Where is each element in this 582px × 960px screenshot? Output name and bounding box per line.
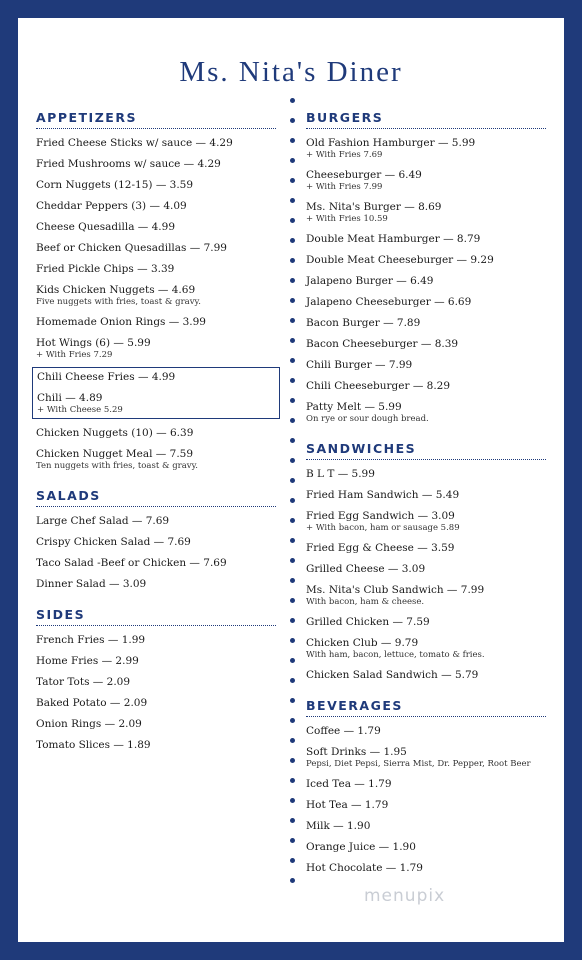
divider-dot <box>290 638 295 643</box>
menu-item-name: B L T — 5.99 <box>306 468 375 480</box>
menu-item <box>36 739 276 752</box>
menu-item <box>36 557 276 570</box>
divider-dot <box>290 558 295 563</box>
menu-page <box>16 16 566 944</box>
menu-item <box>36 263 276 276</box>
divider-dot <box>290 398 295 403</box>
menu-item <box>36 718 276 731</box>
menu-item-name: Cheddar Peppers (3) — 4.09 <box>36 200 187 212</box>
divider-dot <box>290 538 295 543</box>
menu-item <box>36 655 276 668</box>
menu-item <box>36 137 276 150</box>
menu-item-note: Five nuggets with fries, toast & gravy. <box>36 297 201 307</box>
divider-dot <box>290 418 295 423</box>
menu-item <box>36 536 276 549</box>
menu-item-name: Crispy Chicken Salad — 7.69 <box>36 536 191 548</box>
watermark: menupix <box>364 886 446 906</box>
menu-item <box>306 862 546 875</box>
divider-dot <box>290 178 295 183</box>
menu-item-name: Cheeseburger — 6.49 <box>306 169 422 181</box>
divider-dot <box>290 718 295 723</box>
divider-dot <box>290 678 295 683</box>
menu-item-name: Baked Potato — 2.09 <box>36 697 148 709</box>
menu-item-name: Corn Nuggets (12-15) — 3.59 <box>36 179 194 191</box>
menu-item-name: Fried Cheese Sticks w/ sauce — 4.29 <box>36 137 233 149</box>
divider-dot <box>290 478 295 483</box>
menu-item-name: Chili Burger — 7.99 <box>306 359 413 371</box>
divider-dot <box>290 318 295 323</box>
divider-dot <box>290 778 295 783</box>
menu-item <box>306 669 546 682</box>
menu-item <box>36 284 276 308</box>
menu-item <box>306 563 546 576</box>
menu-item <box>36 316 276 329</box>
right-column <box>306 110 546 891</box>
divider-dot <box>290 498 295 503</box>
menu-item-name: Tator Tots — 2.09 <box>36 676 131 688</box>
menu-item-name: Dinner Salad — 3.09 <box>36 578 147 590</box>
divider-dot <box>290 618 295 623</box>
menu-item-note: + With Fries 7.69 <box>306 150 383 160</box>
menu-item-name: Old Fashion Hamburger — 5.99 <box>306 137 476 149</box>
menu-item-name: French Fries — 1.99 <box>36 634 146 646</box>
section-sandwiches <box>306 441 546 682</box>
page-title: Ms. Nita's Diner <box>179 56 403 88</box>
menu-item-name: Chicken Nugget Meal — 7.59 <box>36 448 194 460</box>
divider-dot <box>290 238 295 243</box>
menu-item-name: Orange Juice — 1.90 <box>306 841 416 853</box>
menu-item-name: Chicken Salad Sandwich — 5.79 <box>306 669 479 681</box>
section-burgers <box>306 110 546 425</box>
divider-dot <box>290 298 295 303</box>
menu-item-name: Chicken Club — 9.79 <box>306 637 419 649</box>
menu-item-name: Hot Wings (6) — 5.99 <box>36 337 151 349</box>
section-title: SALADS <box>36 488 276 507</box>
divider-dot <box>290 758 295 763</box>
section-title: BEVERAGES <box>306 698 546 717</box>
divider-dot <box>290 118 295 123</box>
menu-item-name: Soft Drinks — 1.95 <box>306 746 407 758</box>
menu-item-name: Hot Chocolate — 1.79 <box>306 862 423 874</box>
divider-dot <box>290 158 295 163</box>
menu-item-note: + With bacon, ham or sausage 5.89 <box>306 523 460 533</box>
menu-item-name: Bacon Burger — 7.89 <box>306 317 421 329</box>
menu-item-name: Home Fries — 2.99 <box>36 655 139 667</box>
menu-item <box>306 799 546 812</box>
menu-item <box>306 254 546 267</box>
menu-item-name: Hot Tea — 1.79 <box>306 799 389 811</box>
menu-item-name: Chili Cheeseburger — 8.29 <box>306 380 451 392</box>
menu-item-name: Grilled Cheese — 3.09 <box>306 563 426 575</box>
divider-dot <box>290 378 295 383</box>
menu-item <box>36 634 276 647</box>
menu-item <box>306 584 546 608</box>
menu-item <box>306 468 546 481</box>
divider-dot <box>290 138 295 143</box>
menu-item-note: With ham, bacon, lettuce, tomato & fries. <box>306 650 485 660</box>
menu-item-name: Patty Melt — 5.99 <box>306 401 402 413</box>
menu-item <box>37 392 275 416</box>
menu-item-name: Kids Chicken Nuggets — 4.69 <box>36 284 196 296</box>
section-beverages <box>306 698 546 875</box>
divider-dot <box>290 198 295 203</box>
menu-item <box>306 201 546 225</box>
menu-item <box>306 510 546 534</box>
menu-item-name: Double Meat Cheeseburger — 9.29 <box>306 254 494 266</box>
menu-item-name: Coffee — 1.79 <box>306 725 381 737</box>
menu-item <box>36 337 276 361</box>
divider-dot <box>290 258 295 263</box>
menu-item <box>36 242 276 255</box>
section-title: BURGERS <box>306 110 546 129</box>
menu-item-name: Taco Salad -Beef or Chicken — 7.69 <box>36 557 227 569</box>
menu-item <box>306 380 546 393</box>
menu-item <box>306 841 546 854</box>
menu-item <box>36 221 276 234</box>
divider-dot <box>290 218 295 223</box>
divider-dot <box>290 278 295 283</box>
divider-dot <box>290 98 295 103</box>
menu-item-note: Ten nuggets with fries, toast & gravy. <box>36 461 198 471</box>
menu-item-name: Tomato Slices — 1.89 <box>36 739 151 751</box>
menu-item-name: Grilled Chicken — 7.59 <box>306 616 430 628</box>
menu-item-name: Fried Egg Sandwich — 3.09 <box>306 510 455 522</box>
menu-item <box>306 137 546 161</box>
divider-dot <box>290 578 295 583</box>
menu-item <box>36 427 276 440</box>
menu-item-name: Fried Egg & Cheese — 3.59 <box>306 542 455 554</box>
left-column <box>36 110 276 768</box>
menu-item <box>306 317 546 330</box>
menu-item <box>306 169 546 193</box>
menu-item-name: Beef or Chicken Quesadillas — 7.99 <box>36 242 227 254</box>
menu-item <box>36 676 276 689</box>
menu-item <box>306 359 546 372</box>
menu-item <box>306 233 546 246</box>
menu-item-name: Chicken Nuggets (10) — 6.39 <box>36 427 194 439</box>
divider-dot <box>290 818 295 823</box>
menu-item <box>306 296 546 309</box>
divider-dot <box>290 858 295 863</box>
menu-item <box>306 725 546 738</box>
menu-item <box>306 401 546 425</box>
menu-item <box>306 778 546 791</box>
section-title: SIDES <box>36 607 276 626</box>
divider-dot <box>290 878 295 883</box>
menu-item <box>36 200 276 213</box>
divider-dot <box>290 698 295 703</box>
section-appetizers <box>36 110 276 472</box>
menu-item <box>36 158 276 171</box>
menu-item <box>306 746 546 770</box>
divider-dot <box>290 438 295 443</box>
menu-item <box>306 489 546 502</box>
menu-item-name: Large Chef Salad — 7.69 <box>36 515 170 527</box>
menu-item-name: Jalapeno Cheeseburger — 6.69 <box>306 296 472 308</box>
menu-item <box>306 820 546 833</box>
menu-item-note: + With Fries 7.29 <box>36 350 113 360</box>
divider-dot <box>290 338 295 343</box>
divider-dot <box>290 798 295 803</box>
menu-item-name: Cheese Quesadilla — 4.99 <box>36 221 176 233</box>
menu-item-name: Onion Rings — 2.09 <box>36 718 142 730</box>
menu-item-name: Milk — 1.90 <box>306 820 371 832</box>
section-salads <box>36 488 276 591</box>
menu-item-note: Pepsi, Diet Pepsi, Sierra Mist, Dr. Pepper, Root Beer <box>306 759 531 769</box>
menu-item <box>306 616 546 629</box>
menu-item <box>306 542 546 555</box>
menu-item <box>37 371 275 384</box>
divider-dot <box>290 518 295 523</box>
menu-item-note: + With Fries 10.59 <box>306 214 388 224</box>
menu-item <box>36 578 276 591</box>
menu-item-name: Bacon Cheeseburger — 8.39 <box>306 338 459 350</box>
menu-item-note: With bacon, ham & cheese. <box>306 597 425 607</box>
section-sides <box>36 607 276 752</box>
menu-item-name: Fried Mushrooms w/ sauce — 4.29 <box>36 158 221 170</box>
menu-item-name: Fried Ham Sandwich — 5.49 <box>306 489 460 501</box>
section-title: SANDWICHES <box>306 441 546 460</box>
menu-item-note: + With Fries 7.99 <box>306 182 383 192</box>
divider-dot <box>290 358 295 363</box>
menu-item <box>36 179 276 192</box>
menu-item-name: Chili — 4.89 <box>37 392 103 404</box>
menu-item-name: Ms. Nita's Club Sandwich — 7.99 <box>306 584 485 596</box>
menu-item-name: Jalapeno Burger — 6.49 <box>306 275 434 287</box>
menu-item <box>306 275 546 288</box>
divider-dot <box>290 598 295 603</box>
divider-dot <box>290 658 295 663</box>
divider-dot <box>290 738 295 743</box>
divider-dot <box>290 458 295 463</box>
section-title: APPETIZERS <box>36 110 276 129</box>
menu-item <box>36 515 276 528</box>
highlight-box <box>32 367 280 419</box>
menu-item <box>36 697 276 710</box>
menu-item <box>306 338 546 351</box>
menu-frame <box>6 6 576 954</box>
menu-item-note: On rye or sour dough bread. <box>306 414 429 424</box>
menu-item-note: + With Cheese 5.29 <box>37 405 123 415</box>
menu-item <box>306 637 546 661</box>
menu-item-name: Ms. Nita's Burger — 8.69 <box>306 201 442 213</box>
menu-item-name: Iced Tea — 1.79 <box>306 778 392 790</box>
menu-item-name: Fried Pickle Chips — 3.39 <box>36 263 175 275</box>
menu-item <box>36 448 276 472</box>
divider-dot <box>290 838 295 843</box>
menu-item-name: Chili Cheese Fries — 4.99 <box>37 371 176 383</box>
menu-item-name: Double Meat Hamburger — 8.79 <box>306 233 481 245</box>
column-divider <box>290 98 296 898</box>
menu-item-name: Homemade Onion Rings — 3.99 <box>36 316 206 328</box>
